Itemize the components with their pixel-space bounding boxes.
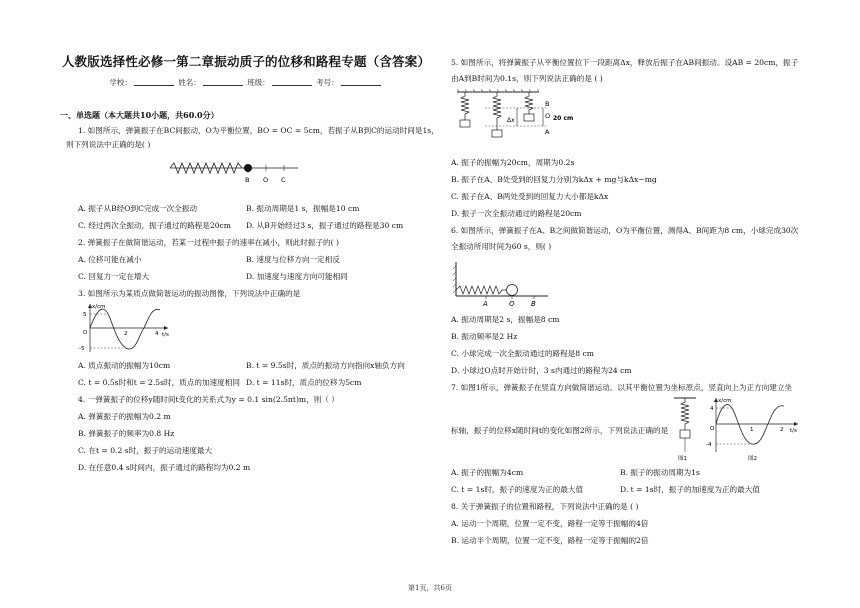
- q3-tick-4: 4: [155, 331, 159, 337]
- q8-option-b[interactable]: B. 运动半个周期，位置一定不变，路程一定等于振幅的2倍: [451, 536, 649, 545]
- q8-option-a[interactable]: A. 运动一个周期，位置一定不变，路程一定等于振幅的4倍: [451, 519, 649, 528]
- q7-option-a[interactable]: A. 振子的振幅为4cm: [451, 468, 524, 477]
- q7-tick-neg4: -4: [706, 442, 712, 448]
- q5-option-d[interactable]: D. 振子一次全振动通过的路程是20cm: [451, 209, 582, 218]
- q1-option-a[interactable]: A. 振子从B经O到C完成一次全振动: [78, 204, 198, 213]
- section-heading: 一、单选题（本大题共10小题，共60.0分）: [60, 110, 219, 120]
- q2-option-d[interactable]: D. 加速度与速度方向可能相同: [246, 272, 348, 281]
- q7-option-d[interactable]: D. t = 1s时，振子的加速度为正的最大值: [620, 485, 760, 494]
- q1-label-c: C: [281, 176, 286, 184]
- q3-tick-2: 2: [124, 331, 128, 337]
- q4-option-a[interactable]: A. 弹簧振子的振幅为0.2 m: [78, 412, 171, 421]
- q5-label-o: O: [545, 112, 551, 120]
- name-label: 姓名：: [178, 78, 201, 87]
- q7-figures: [672, 396, 802, 462]
- q7-fig2-label: 图2: [748, 456, 757, 462]
- q3-option-b[interactable]: B. t = 9.5s时，质点的振动方向指向x轴负方向: [246, 361, 405, 370]
- q4-option-d[interactable]: D. 在任意0.4 s时间内，振子通过的路程均为0.2 m: [78, 463, 251, 472]
- q5-option-c[interactable]: C. 振子在A、B两处受到的回复力大小都是kΔx: [451, 192, 609, 201]
- q5-label-a: A: [545, 128, 550, 136]
- exam-number-blank[interactable]: [341, 78, 381, 86]
- q1-option-b[interactable]: B. 振动周期是1 s，振幅是10 cm: [246, 204, 360, 213]
- name-blank[interactable]: [203, 78, 243, 86]
- q1-option-d[interactable]: D. 从B开始经过3 s，振子通过的路程是30 cm: [246, 221, 404, 230]
- page-footer: 第1页，共6页: [408, 584, 452, 592]
- q7-tick-4: 4: [710, 406, 714, 412]
- q5-label-length: 20 cm: [553, 115, 574, 122]
- q5-stem-line1: 5. 如图所示，将弹簧振子从平衡位置拉下一段距离Δx，释放后振子在AB间振动。设AB = 20cm，振子: [451, 58, 799, 67]
- q3-tick-5: 5: [83, 312, 87, 318]
- q7-ylabel: x/cm: [718, 398, 732, 404]
- q7-option-c[interactable]: C. t = 1s时，振子的速度为正的最大值: [451, 485, 584, 494]
- q6-stem-line2: 全振动所用时间为60 s，则( ): [451, 242, 552, 251]
- q1-stem-line1: 1. 如图所示，弹簧振子在BC间振动，O为平衡位置，BO = OC = 5cm，若振子从B到C的运动时间是1s，: [78, 126, 439, 135]
- q4-stem: 4. 一弹簧振子的位移y随时间t变化的关系式为y = 0.1 sin(2.5πt)m，则（ ）: [78, 395, 339, 404]
- q3-stem: 3. 如图所示为某质点做简谐运动的振动图像，下列说法中正确的是: [78, 289, 301, 298]
- q7-origin: O: [710, 426, 715, 432]
- q5-option-b[interactable]: B. 振子在A、B处受到的回复力分别为kΔx + mg与kΔx−mg: [451, 175, 657, 184]
- q5-label-dx: Δx: [507, 117, 515, 124]
- q1-stem-line2: 则下列说法中正确的是( ): [66, 140, 151, 149]
- q2-stem: 2. 弹簧振子在做简谐运动，若某一过程中振子的速率在减小，则此时振子的( ): [78, 238, 339, 247]
- class-blank[interactable]: [272, 78, 312, 86]
- page-title: 人教版选择性必修一第二章振动质子的位移和路程专题（含答案）: [61, 54, 431, 69]
- q7-tick-2: 2: [780, 427, 784, 433]
- q7-fig1-label: 图1: [678, 456, 687, 462]
- q7-stem-line2: 标轴，振子的位移x随时间t的变化如图2所示，下列说法正确的是: [451, 426, 669, 435]
- q6-stem-line1: 6. 如图所示，弹簧振子在A、B之间做简谐运动，O为平衡位置，测得A、B间距为8 cm，小球完成30次: [451, 226, 799, 235]
- q4-option-c[interactable]: C. 在t = 0.2 s时，振子的运动速度最大: [78, 446, 213, 455]
- q6-option-c[interactable]: C. 小球完成一次全振动通过的路程是8 cm: [451, 349, 594, 358]
- q3-option-d[interactable]: D. t = 11s时，质点的位移为5cm: [246, 378, 362, 387]
- q3-origin: O: [83, 330, 88, 336]
- q6-option-a[interactable]: A. 振动周期是2 s，振幅是8 cm: [451, 315, 560, 324]
- q6-option-b[interactable]: B. 振动频率是2 Hz: [451, 332, 518, 341]
- class-label: 班级：: [247, 78, 270, 87]
- student-info-line: [60, 77, 432, 88]
- exam-number-label: 考号：: [316, 78, 339, 87]
- q3-option-c[interactable]: C. t = 0.5s时和t = 2.5s时，质点的加速度相同: [78, 378, 240, 387]
- q3-ylabel: x/cm: [92, 304, 106, 310]
- q5-option-a[interactable]: A. 振子的振幅为20cm，周期为0.2s: [451, 158, 575, 167]
- q8-stem: 8. 关于弹簧振子的位置和路程，下列说法中正确的是 ( ): [451, 502, 639, 511]
- school-label: 学校：: [109, 78, 132, 87]
- q2-option-c[interactable]: C. 回复力一定在增大: [78, 272, 150, 281]
- q6-spring-figure: [452, 262, 552, 308]
- q7-option-b[interactable]: B. 振子的振动周期为1s: [620, 468, 700, 477]
- q5-stem-line2: 由A到B时间为0.1s，则下列说法正确的是 ( ): [451, 74, 603, 83]
- q1-option-c[interactable]: C. 经过两次全振动，振子通过的路程是20cm: [78, 221, 231, 230]
- q3-xlabel: t/s: [162, 332, 169, 338]
- q3-graph-figure: [79, 302, 172, 354]
- q1-label-b: B: [245, 176, 250, 184]
- q1-spring-figure: [170, 160, 310, 188]
- q3-tick-neg5: -5: [79, 346, 85, 352]
- q5-label-b: B: [545, 100, 550, 108]
- q4-option-b[interactable]: B. 弹簧振子的频率为0.8 Hz: [78, 429, 175, 438]
- q5-spring-figure: [455, 90, 575, 142]
- q3-option-a[interactable]: A. 质点振动的振幅为10cm: [78, 361, 171, 370]
- q7-tick-1: 1: [750, 427, 754, 433]
- q7-stem-line1: 7. 如图1所示，弹簧振子在竖直方向做简谐运动。以其平衡位置为坐标原点，竖直向上为正方向建立坐: [451, 383, 793, 392]
- q1-label-o: O: [263, 176, 269, 184]
- q2-option-a[interactable]: A. 位移可能在减小: [78, 255, 142, 264]
- q6-option-d[interactable]: D. 小球过O点时开始计时，3 s内通过的路程为24 cm: [451, 366, 632, 375]
- q7-xlabel: t/s: [790, 428, 797, 434]
- school-blank[interactable]: [134, 78, 174, 86]
- q2-option-b[interactable]: B. 速度与位移方向一定相反: [246, 255, 340, 264]
- q6-label-b: B: [531, 300, 536, 308]
- q6-label-o: O: [509, 300, 515, 308]
- q6-label-a: A: [483, 300, 488, 308]
